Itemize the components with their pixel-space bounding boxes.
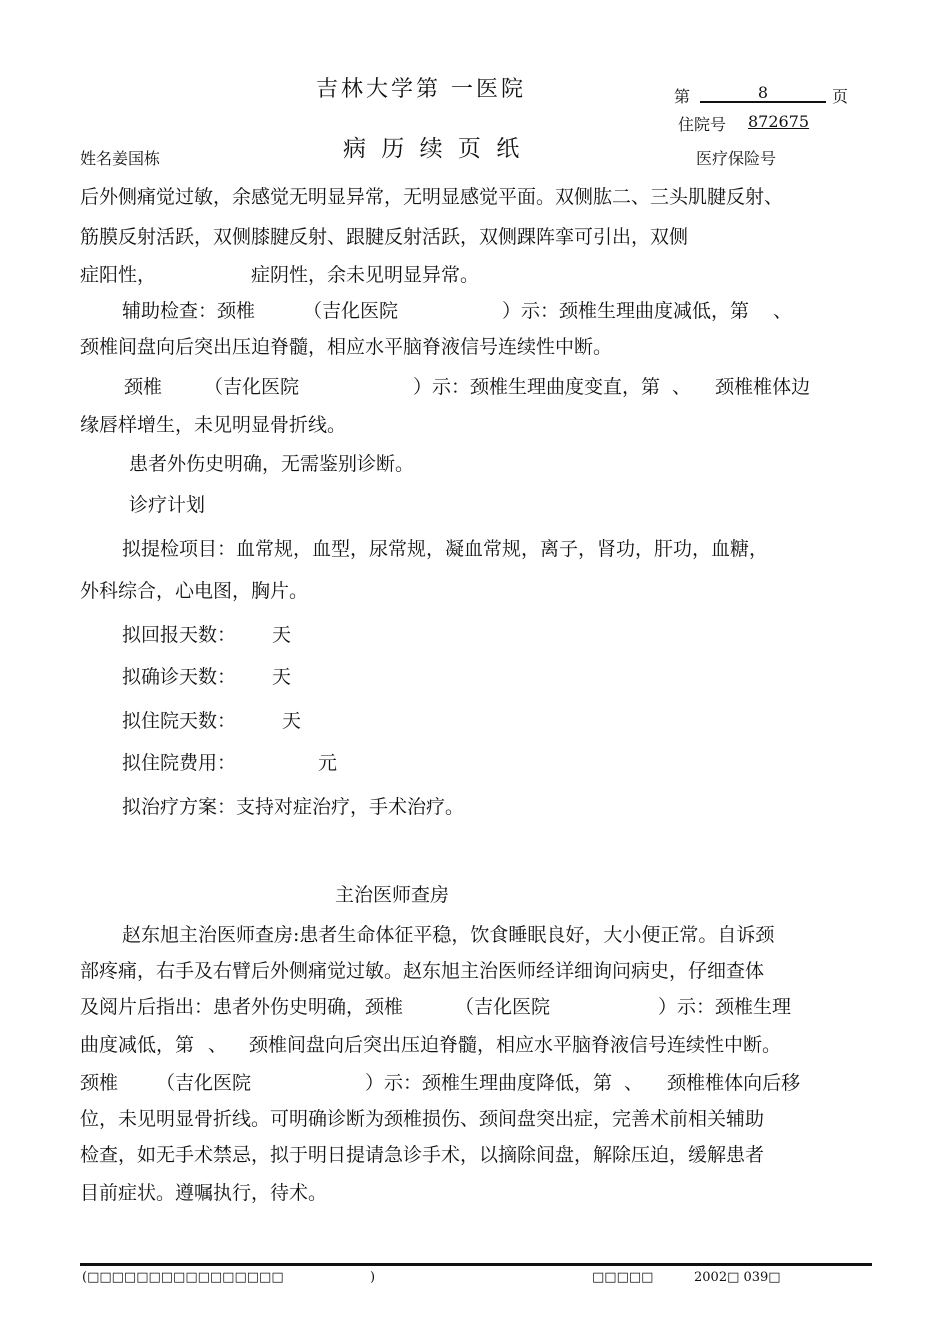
- tests-line-1: 拟提检项目：血常规，血型，尿常规，凝血常规，离子，肾功，肝功，血糖，: [122, 538, 769, 560]
- rounds-line-8: 目前症状。遵嘱执行，待术。: [80, 1182, 328, 1204]
- history-line: 患者外伤史明确，无需鉴别诊断。: [129, 453, 415, 475]
- diagnosis-days: [122, 662, 922, 689]
- aux-exam-line: [122, 296, 922, 323]
- aux-exam-b: （吉化医院: [303, 300, 399, 322]
- treatment-plan: 拟治疗方案：支持对症治疗，手术治疗。: [122, 796, 465, 818]
- rounds-line-5-d: 、: [624, 1072, 644, 1094]
- diagnosis-days-label: 拟确诊天数：: [122, 666, 237, 688]
- rounds-line-4: [80, 1030, 880, 1057]
- xray-line: [124, 372, 924, 399]
- report-days: [122, 620, 922, 647]
- insurance-label: 医疗保险号: [696, 149, 777, 168]
- rounds-line-2: 部疼痛，右手及右臂后外侧痛觉过敏。赵东旭主治医师经详细询问病史，仔细查体: [80, 960, 765, 982]
- rounds-line-3: [80, 992, 880, 1019]
- rounds-line-3-c: ）示：颈椎生理: [658, 996, 792, 1018]
- rounds-line-5: [80, 1068, 880, 1095]
- admission-number: 872675: [748, 112, 810, 131]
- page-label: 第: [674, 87, 691, 106]
- admission-label: 住院号: [678, 115, 727, 134]
- footer-rule: [80, 1263, 872, 1266]
- plan-heading: 诊疗计划: [129, 494, 206, 516]
- stay-days-unit: 天: [282, 710, 302, 732]
- patient-name: 姓名姜国栋: [80, 149, 161, 168]
- exam-line-3: [80, 260, 880, 287]
- page-number: 8: [700, 84, 826, 103]
- rounds-line-5-e: 颈椎椎体向后移: [667, 1072, 801, 1094]
- rounds-line-1: 赵东旭主治医师查房:患者生命体征平稳，饮食睡眠良好，大小便正常。自诉颈: [122, 924, 775, 946]
- rounds-line-7: 检查，如无手术禁忌，拟于明日提请急诊手术，以摘除间盘，解除压迫，缓解患者: [80, 1144, 765, 1166]
- rounds-line-5-c: ）示：颈椎生理曲度降低，第: [365, 1072, 613, 1094]
- diagnosis-days-unit: 天: [272, 666, 292, 688]
- rounds-line-4-a: 曲度减低，第: [80, 1034, 195, 1056]
- rounds-line-3-b: （吉化医院: [455, 996, 551, 1018]
- footer-paren: ): [370, 1270, 376, 1285]
- rounds-line-3-a: 及阅片后指出：患者外伤史明确，颈椎: [80, 996, 404, 1018]
- rounds-heading: 主治医师查房: [335, 884, 450, 906]
- tests-line-2: 外科综合，心电图，胸片。: [80, 580, 309, 602]
- report-days-label: 拟回报天数：: [122, 624, 237, 646]
- stay-days-label: 拟住院天数：: [122, 710, 237, 732]
- aux-exam-c: ）示：颈椎生理曲度减低，第: [502, 300, 750, 322]
- xray-a: 颈椎: [124, 376, 163, 398]
- footer-left: (□□□□□□□□□□□□□□□□: [82, 1270, 284, 1285]
- hospital-name: 吉林大学第 一医院: [316, 77, 526, 102]
- stay-days: [122, 706, 922, 733]
- xray-e: 颈椎椎体边: [715, 376, 811, 398]
- stay-cost-unit: 元: [318, 752, 338, 774]
- stay-cost-label: 拟住院费用：: [122, 752, 237, 774]
- exam-line-2: 筋膜反射活跃，双侧膝腱反射、跟腱反射活跃，双侧踝阵挛可引出，双侧: [80, 226, 689, 248]
- xray-c: ）示：颈椎生理曲度变直，第: [413, 376, 661, 398]
- aux-exam-d: 、: [773, 300, 793, 322]
- report-days-unit: 天: [272, 624, 292, 646]
- stay-cost: [122, 748, 922, 775]
- rounds-line-5-a: 颈椎: [80, 1072, 119, 1094]
- rounds-line-6: 位，未见明显骨折线。可明确诊断为颈椎损伤、颈间盘突出症，完善术前相关辅助: [80, 1108, 765, 1130]
- aux-exam-a: 辅助检查：颈椎: [122, 300, 256, 322]
- exam-line-3-b: 症阴性，余未见明显异常。: [251, 264, 480, 286]
- xray-line-2: 缘唇样增生，未见明显骨折线。: [80, 414, 347, 436]
- exam-line-3-a: 症阳性，: [80, 264, 157, 286]
- footer-mid: □□□□□: [592, 1270, 654, 1285]
- exam-line-1: 后外侧痛觉过敏，余感觉无明显异常，无明显感觉平面。双侧肱二、三头肌腱反射、: [80, 186, 784, 208]
- rounds-line-4-b: 、: [208, 1034, 228, 1056]
- aux-exam-line-2: 颈椎间盘向后突出压迫脊髓，相应水平脑脊液信号连续性中断。: [80, 336, 613, 358]
- rounds-line-5-b: （吉化医院: [156, 1072, 252, 1094]
- rounds-line-4-c: 颈椎间盘向后突出压迫脊髓，相应水平脑脊液信号连续性中断。: [249, 1034, 782, 1056]
- page-suffix: 页: [832, 87, 849, 106]
- xray-b: （吉化医院: [204, 376, 300, 398]
- xray-d: 、: [672, 376, 692, 398]
- footer-right: 2002□ 039□: [694, 1270, 781, 1285]
- document-title: 病 历 续 页 纸: [343, 136, 524, 162]
